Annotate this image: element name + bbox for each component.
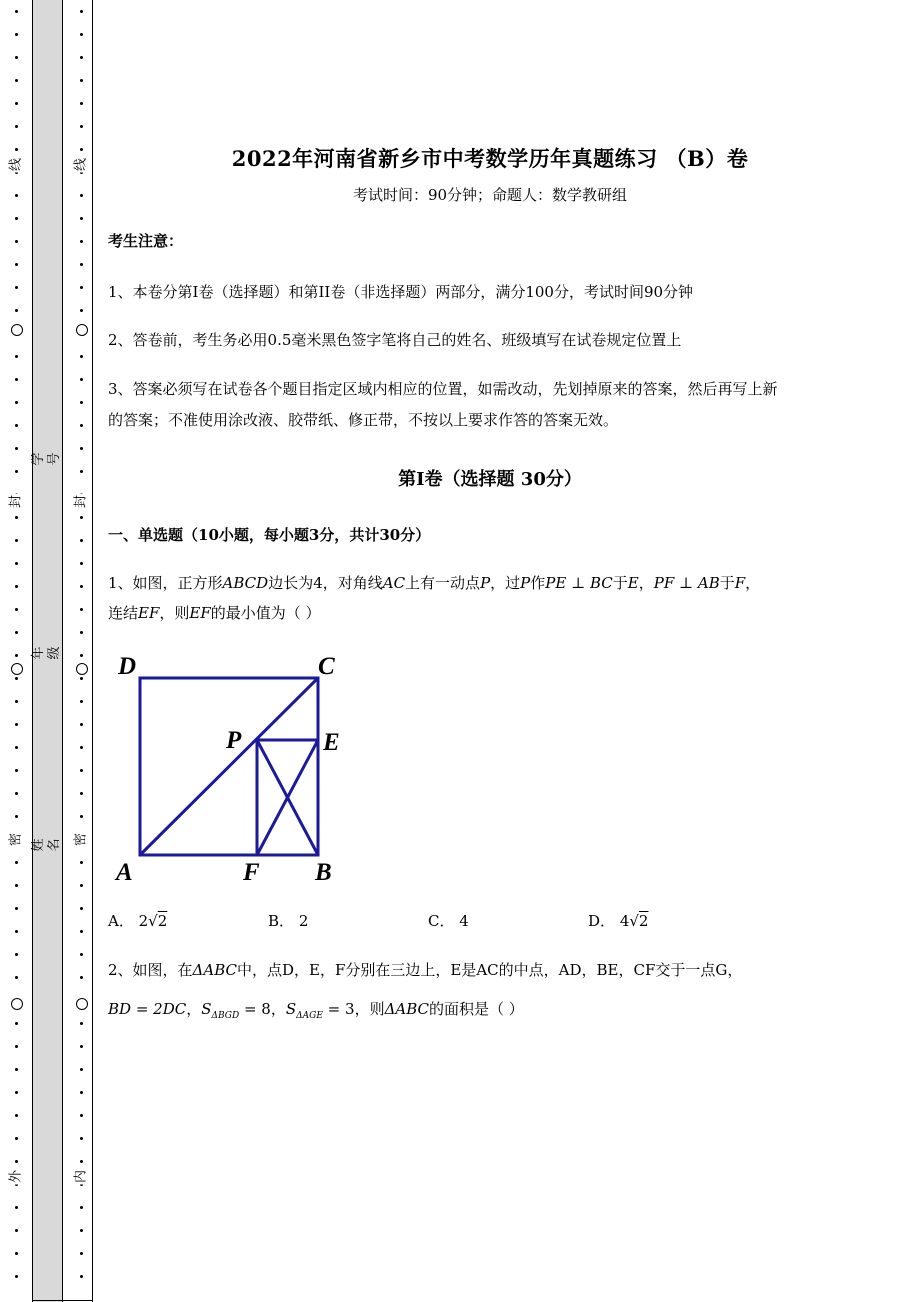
binding-mark-seal: 封 xyxy=(8,495,24,509)
cut-dot xyxy=(80,1091,83,1094)
cut-dot xyxy=(15,677,18,680)
notice-item: 的答案；不准使用涂改液、胶带纸、修正带，不按以上要求作答的答案无效。 xyxy=(108,411,619,429)
cut-dot xyxy=(15,1160,18,1163)
cut-dot xyxy=(15,125,18,128)
cut-dot xyxy=(80,240,83,243)
cut-dot xyxy=(80,33,83,36)
cut-dot xyxy=(15,194,18,197)
cut-dot xyxy=(15,953,18,956)
cut-dot xyxy=(80,746,83,749)
cut-dot xyxy=(15,33,18,36)
cut-dot xyxy=(80,585,83,588)
cut-dot xyxy=(80,148,83,151)
cut-dot xyxy=(80,194,83,197)
cut-dot xyxy=(80,907,83,910)
cut-dot xyxy=(15,930,18,933)
binding-circle xyxy=(76,663,88,675)
cut-dot xyxy=(15,1114,18,1117)
cut-dot xyxy=(15,447,18,450)
cut-dot xyxy=(80,401,83,404)
cut-dot xyxy=(80,125,83,128)
cut-dot xyxy=(80,769,83,772)
binding-circle xyxy=(11,663,23,675)
cut-dot xyxy=(15,700,18,703)
cut-dot xyxy=(15,1275,18,1278)
cut-dot xyxy=(15,263,18,266)
cut-dot xyxy=(80,1114,83,1117)
label-p: P xyxy=(226,727,242,754)
cut-dot xyxy=(80,562,83,565)
cut-dot xyxy=(80,700,83,703)
cut-dot xyxy=(15,562,18,565)
label-d: D xyxy=(118,653,137,680)
cut-dot xyxy=(15,148,18,151)
cut-dot xyxy=(15,769,18,772)
cut-dot xyxy=(80,424,83,427)
notice-item: 1、本卷分第I卷（选择题）和第II卷（非选择题）两部分，满分100分，考试时间90分钟 xyxy=(108,283,694,301)
binding-mark-line: 线 xyxy=(73,158,89,172)
notice-item: 3、答案必须写在试卷各个题目指定区域内相应的位置，如需改动，先划掉原来的答案，然后再写上新 xyxy=(108,380,778,398)
cut-dot xyxy=(80,608,83,611)
cut-dot xyxy=(15,1091,18,1094)
cut-dot xyxy=(15,792,18,795)
cut-dot xyxy=(80,861,83,864)
question-2-text-line2: BD = 2DC，$S_{\Delta BGD} = 8$，$S_{\Delta AGE} = 3$，则ΔABC的面积是（ ） xyxy=(108,1000,524,1021)
cut-dot xyxy=(15,309,18,312)
student-id-label: 学号 xyxy=(31,452,62,466)
cut-dot xyxy=(15,608,18,611)
grade-label: 年级 xyxy=(31,646,62,660)
binding-circle xyxy=(11,998,23,1010)
binding-mark-line: 线 xyxy=(8,158,24,172)
cut-dot xyxy=(80,286,83,289)
cut-dot xyxy=(15,654,18,657)
cut-dot xyxy=(80,815,83,818)
cut-dot xyxy=(15,378,18,381)
cut-dot xyxy=(15,746,18,749)
label-c: C xyxy=(318,653,335,680)
binding-mark-outer: 外 xyxy=(8,1170,24,1184)
cut-dot xyxy=(15,10,18,13)
cut-dot xyxy=(80,1160,83,1163)
cut-dot xyxy=(80,263,83,266)
binding-circle xyxy=(11,324,23,336)
question-2-text-line1: 2、如图，在ΔABC中，点D，E，F分别在三边上，E是AC的中点，AD，BE，CF交于一点G， xyxy=(108,961,743,979)
cut-dot xyxy=(80,56,83,59)
notice-item: 2、答卷前，考生务必用0.5毫米黑色签字笔将自己的姓名、班级填写在试卷规定位置上 xyxy=(108,331,682,349)
cut-dot xyxy=(15,217,18,220)
exam-title: 2022年河南省新乡市中考数学历年真题练习 （B）卷 xyxy=(231,146,749,171)
cut-dot xyxy=(15,585,18,588)
cut-dot xyxy=(15,286,18,289)
square-diagram xyxy=(110,648,350,888)
cut-dot xyxy=(80,953,83,956)
part-heading: 一、单选题（10小题，每小题3分，共计30分） xyxy=(108,526,431,544)
name-label: 姓名 xyxy=(31,838,62,852)
label-e: E xyxy=(323,729,340,756)
cut-dot xyxy=(80,723,83,726)
diagonal-ac xyxy=(140,678,318,855)
binding-bottom-line xyxy=(32,1300,92,1301)
question-1-text-line1: 1、如图，正方形ABCD边长为4，对角线AC上有一动点P，过P作PE ⊥ BC于E，PF ⊥ AB于F， xyxy=(108,574,761,592)
cut-dot xyxy=(15,424,18,427)
binding-mark-secret: 密 xyxy=(8,833,24,847)
binding-circle xyxy=(76,324,88,336)
choice-b[interactable]: B． 2 xyxy=(268,912,309,930)
binding-circle xyxy=(76,998,88,1010)
binding-mark-inner: 内 xyxy=(73,1170,89,1184)
cut-dot xyxy=(15,1022,18,1025)
cut-dot xyxy=(80,378,83,381)
cut-dot xyxy=(80,1206,83,1209)
notice-heading: 考生注意： xyxy=(108,232,184,250)
cut-dot xyxy=(80,1252,83,1255)
question-1-text-line2: 连结EF，则EF的最小值为（ ） xyxy=(108,604,321,622)
choice-c[interactable]: C． 4 xyxy=(428,912,469,930)
section-title: 第I卷（选择题 30分） xyxy=(398,469,582,490)
binding-line xyxy=(92,0,93,1302)
cut-dot xyxy=(80,631,83,634)
cut-dot xyxy=(15,539,18,542)
cut-dot xyxy=(15,1206,18,1209)
cut-dot xyxy=(80,884,83,887)
cut-dot xyxy=(80,1068,83,1071)
cut-dot xyxy=(15,815,18,818)
cut-dot xyxy=(80,1229,83,1232)
cut-dot xyxy=(15,631,18,634)
choice-d[interactable]: D． 4√2 xyxy=(588,912,649,930)
cut-dot xyxy=(15,102,18,105)
cut-dot xyxy=(80,79,83,82)
cut-dot xyxy=(15,56,18,59)
cut-dot xyxy=(15,355,18,358)
cut-dot xyxy=(80,976,83,979)
cut-dot xyxy=(15,884,18,887)
label-b: B xyxy=(315,859,332,886)
cut-dot xyxy=(15,1045,18,1048)
cut-dot xyxy=(15,907,18,910)
cut-dot xyxy=(80,539,83,542)
cut-dot xyxy=(15,1252,18,1255)
cut-dot xyxy=(80,470,83,473)
cut-dot xyxy=(15,240,18,243)
cut-dot xyxy=(80,10,83,13)
cut-dot xyxy=(80,447,83,450)
choice-a[interactable]: A． 2√2 xyxy=(108,912,168,930)
cut-dot xyxy=(15,79,18,82)
cut-dot xyxy=(80,1045,83,1048)
cut-dot xyxy=(80,516,83,519)
label-a: A xyxy=(116,859,133,886)
cut-dot xyxy=(80,355,83,358)
cut-dot xyxy=(15,401,18,404)
binding-mark-secret: 密 xyxy=(73,833,89,847)
cut-dot xyxy=(15,516,18,519)
cut-dot xyxy=(80,654,83,657)
cut-dot xyxy=(80,1022,83,1025)
cut-dot xyxy=(80,792,83,795)
cut-dot xyxy=(15,861,18,864)
cut-dot xyxy=(80,677,83,680)
cut-dot xyxy=(15,470,18,473)
label-f: F xyxy=(243,859,260,886)
cut-dot xyxy=(15,1229,18,1232)
cut-dot xyxy=(80,217,83,220)
cut-dot xyxy=(80,309,83,312)
cut-dot xyxy=(80,930,83,933)
cut-dot xyxy=(80,1137,83,1140)
cut-dot xyxy=(15,1137,18,1140)
cut-dot xyxy=(15,976,18,979)
cut-dot xyxy=(15,1068,18,1071)
cut-dot xyxy=(80,1275,83,1278)
binding-mark-seal: 封 xyxy=(73,495,89,509)
exam-subtitle: 考试时间：90分钟；命题人：数学教研组 xyxy=(352,186,628,204)
cut-dot xyxy=(80,102,83,105)
cut-dot xyxy=(15,723,18,726)
